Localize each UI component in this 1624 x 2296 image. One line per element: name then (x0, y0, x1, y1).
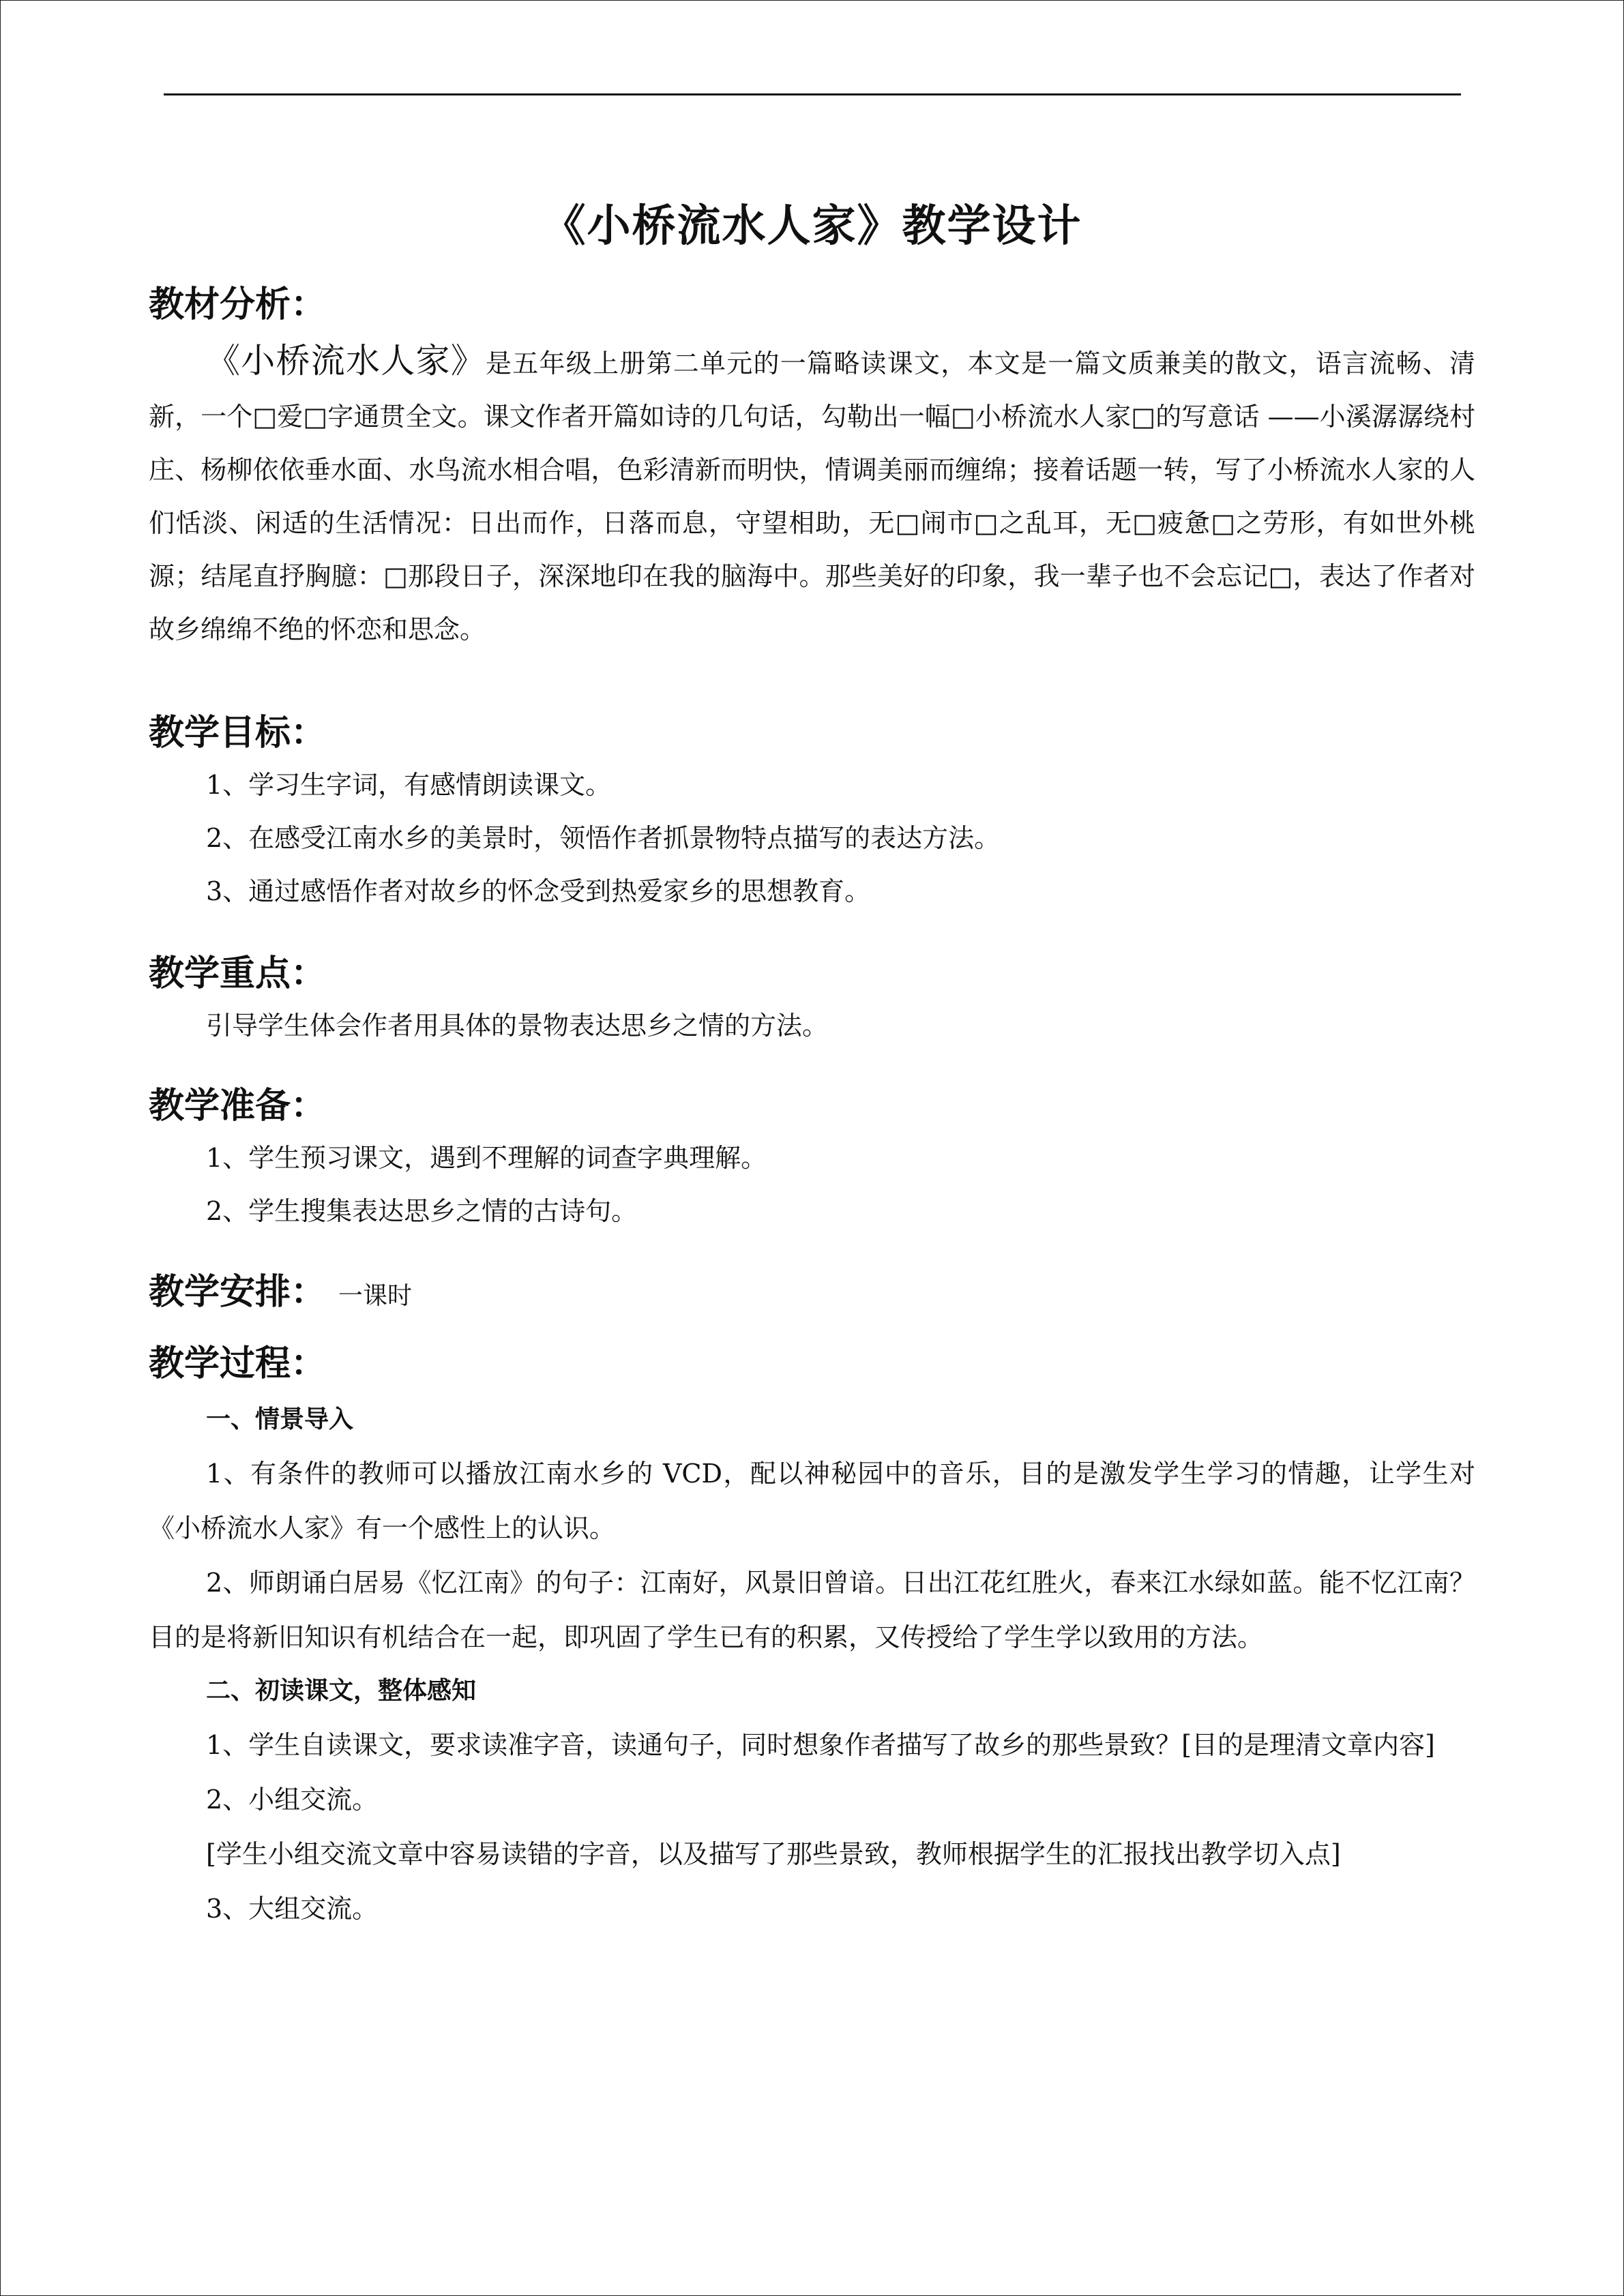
process-section (149, 1340, 1475, 1936)
page-title: 《小桥流水人家》教学设计 (542, 201, 1082, 252)
goal-item: 1、学习生字词，有感情朗读课文。 (206, 770, 612, 800)
focus-section (149, 950, 1475, 1052)
prep-item: 2、学生搜集表达思乡之情的古诗句。 (206, 1196, 638, 1226)
prep-heading: 教学准备： (149, 1086, 327, 1127)
analysis-lead: 《小桥流水人家》 (206, 341, 486, 381)
prep-section (149, 1082, 1475, 1238)
analysis-section (149, 281, 1475, 656)
process-part2-p2: 2、小组交流。 (206, 1785, 379, 1815)
schedule-label: 教学安排： (149, 1272, 327, 1313)
focus-text: 引导学生体会作者用具体的景物表达思乡之情的方法。 (206, 1011, 829, 1041)
goals-heading: 教学目标： (149, 713, 327, 754)
process-heading: 教学过程： (149, 1343, 327, 1384)
process-part1-p1: 1、有条件的教师可以播放江南水乡的 VCD，配以神秘园中的音乐，目的是激发学生学习的情趣，让学生对《小桥流水人家》有一个感性上的认识。 (149, 1459, 1475, 1543)
header-rule (164, 93, 1461, 95)
process-part2-title: 二、初读课文，整体感知 (206, 1677, 477, 1705)
process-part1-title: 一、情景导入 (206, 1405, 354, 1433)
schedule-value: 一课时 (338, 1282, 413, 1310)
process-part2-p1: 1、学生自读课文，要求读准字音，读通句子，同时想象作者描写了故乡的那些景致？[目的是理清文章内容] (206, 1730, 1435, 1760)
analysis-body: 是五年级上册第二单元的一篇略读课文，本文是一篇文质兼美的散文，语言流畅、清新，一个□爱□字通贯全文。课文作者开篇如诗的几句话，勾勒出一幅□小桥流水人家□的写意话 ——小溪潺潺绕村庄、杨柳依依垂水面、水鸟流水相合唱，色彩清新而明快，情调美丽而缠绵；接着话题一转，写了小桥流水人家的人们恬淡、闲适的生活情况：日出而作，日落而息，守望相助，无□闹市□之乱耳，无□疲惫□之劳形，有如世外桃源；结尾直抒胸臆：□那段日子，深深地印在我的脑海中。那些美好的印象，我一辈子也不会忘记□，表达了作者对故乡绵绵不绝的怀恋和思念。 (149, 348, 1475, 644)
process-part2-p3: [学生小组交流文章中容易读错的字音，以及描写了那些景致，教师根据学生的汇报找出教学切入点] (206, 1839, 1341, 1869)
schedule-heading (149, 1268, 1475, 1320)
goals-section (149, 709, 1475, 918)
process-part2-p4: 3、大组交流。 (206, 1894, 379, 1924)
process-part1-p2: 2、师朗诵白居易《忆江南》的句子：江南好，风景旧曾谙。日出江花红胜火，春来江水绿如蓝。能不忆江南？目的是将新旧知识有机结合在一起，即巩固了学生已有的积累，又传授给了学生学以致用的方法。 (149, 1568, 1475, 1652)
analysis-paragraph (149, 334, 1475, 656)
goal-item: 2、在感受江南水乡的美景时，领悟作者抓景物特点描写的表达方法。 (206, 823, 1001, 853)
analysis-heading: 教材分析： (149, 284, 327, 325)
focus-heading: 教学重点： (149, 953, 327, 994)
goal-item: 3、通过感悟作者对故乡的怀念受到热爱家乡的思想教育。 (206, 876, 871, 906)
schedule-section (149, 1268, 1475, 1320)
prep-item: 1、学生预习课文，遇到不理解的词查字典理解。 (206, 1143, 767, 1173)
